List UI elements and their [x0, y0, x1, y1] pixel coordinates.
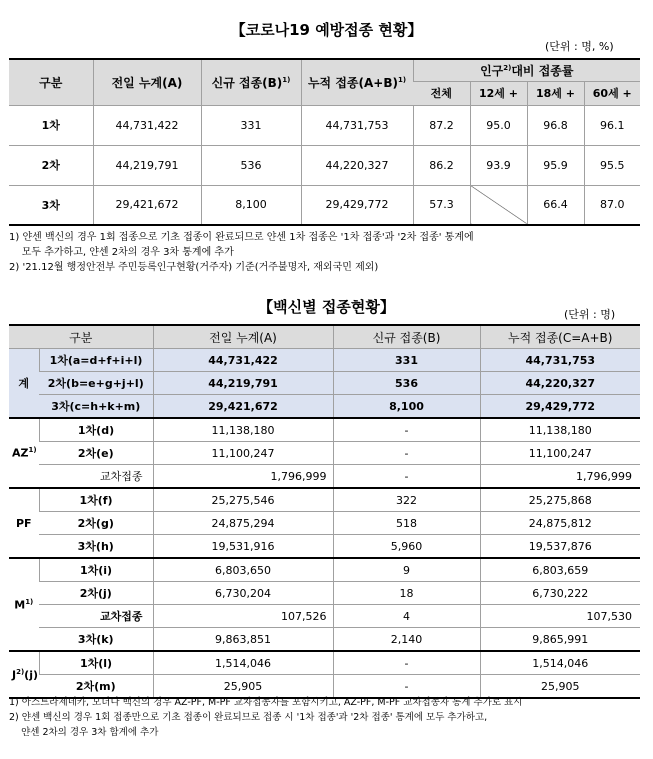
row-label: 3차(k)	[39, 628, 153, 652]
table-row	[9, 582, 640, 605]
header-pop-ratio: 인구$^{2)}$대비 접종률	[413, 59, 640, 81]
group-total-label: 계	[9, 349, 39, 419]
row-label: 2차(g)	[39, 512, 153, 535]
cell-cum: 25,905	[480, 675, 640, 699]
table-row	[9, 628, 640, 652]
table-row	[9, 465, 640, 489]
cell-total: 87.2	[413, 105, 470, 145]
cell-new: -	[333, 465, 480, 489]
table-row	[9, 512, 640, 535]
cell-age18: 66.4	[527, 185, 584, 225]
table-row	[9, 395, 640, 419]
table-row	[9, 488, 640, 512]
header-prev-total: 전일 누계(A)	[93, 59, 201, 105]
table-row	[9, 145, 640, 185]
cell-cum: 44,220,327	[480, 372, 640, 395]
cell-prev: 11,100,247	[153, 442, 333, 465]
row-label: 2차(e)	[39, 442, 153, 465]
section1-unit: (단위 : 명, %)	[545, 40, 614, 53]
cell-age12: 95.0	[470, 105, 527, 145]
cell-prev: 44,219,791	[93, 145, 201, 185]
cell-prev: 6,803,650	[153, 558, 333, 582]
cell-cum: 6,730,222	[480, 582, 640, 605]
cell-total: 86.2	[413, 145, 470, 185]
cell-new: -	[333, 651, 480, 675]
section1-notes	[9, 230, 474, 275]
row-label: 1차(d)	[39, 418, 153, 442]
section2-notes	[9, 695, 522, 740]
cell-prev: 9,863,851	[153, 628, 333, 652]
cell-cum: 24,875,812	[480, 512, 640, 535]
cell-age60: 96.1	[584, 105, 640, 145]
header-age12: 12세 +	[470, 81, 527, 105]
cell-age60: 95.5	[584, 145, 640, 185]
cell-new: 18	[333, 582, 480, 605]
cell-age18: 96.8	[527, 105, 584, 145]
cell-cum: 9,865,991	[480, 628, 640, 652]
row-label-cross: 교차접종	[39, 605, 153, 628]
row-label: 2차(j)	[39, 582, 153, 605]
header-category: 구분	[9, 59, 93, 105]
cell-cum: 29,429,772	[480, 395, 640, 419]
header-cumulative: 누적 접종$(A+B)^{1)}$	[301, 59, 413, 105]
group-m-label: $M^{1)}$	[9, 558, 39, 651]
cell-prev: 25,275,546	[153, 488, 333, 512]
table-row	[9, 605, 640, 628]
cell-new: 536	[201, 145, 301, 185]
header-prev: 전일 누계(A)	[153, 325, 333, 349]
cell-prev: 44,731,422	[153, 349, 333, 372]
header-category: 구분	[9, 325, 153, 349]
cell-new: 322	[333, 488, 480, 512]
header-age60: 60세 +	[584, 81, 640, 105]
cell-prev: 44,219,791	[153, 372, 333, 395]
cell-cum: 1,796,999	[480, 465, 640, 489]
cell-cum: 11,138,180	[480, 418, 640, 442]
cell-total: 57.3	[413, 185, 470, 225]
cell-cum: 11,100,247	[480, 442, 640, 465]
cell-new: 331	[201, 105, 301, 145]
table-row	[9, 105, 640, 145]
cell-age60: 87.0	[584, 185, 640, 225]
note-line: 모두 추가하고, 얀센 2차의 경우 3차 통계에 추가	[9, 247, 234, 258]
cell-prev: 1,796,999	[153, 465, 333, 489]
row-label: 1차(l)	[39, 651, 153, 675]
cell-new: 5,960	[333, 535, 480, 559]
note-line: 2) '21.12월 행정안전부 주민등록인구현황(거주자) 기준(거주불명자, 재외국민 제외)	[9, 262, 379, 273]
cell-prev: 6,730,204	[153, 582, 333, 605]
header-total-rate: 전체	[413, 81, 470, 105]
cell-new: 518	[333, 512, 480, 535]
cell-prev: 29,421,672	[153, 395, 333, 419]
cell-new: -	[333, 442, 480, 465]
cell-new: 536	[333, 372, 480, 395]
cell-new: -	[333, 675, 480, 699]
note-line: 1) 아스트라제네카, 모더나 백신의 경우 AZ-PF, M-PF 교차접종자를 포함시키고, AZ-PF, M-PF 교차접종자 통계 추가로 표시	[9, 697, 523, 708]
row-label: 3차(c=h+k+m)	[39, 395, 153, 419]
table-row	[9, 535, 640, 559]
group-az-label: AZ$^{1)}$	[9, 418, 39, 488]
cell-prev: 1,514,046	[153, 651, 333, 675]
table-row	[9, 185, 640, 225]
group-pf-label: PF	[9, 488, 39, 558]
cell-prev: 24,875,294	[153, 512, 333, 535]
table-row	[9, 372, 640, 395]
header-cum: 누적 접종(C=A+B)	[480, 325, 640, 349]
cell-cum: 19,537,876	[480, 535, 640, 559]
header-age18: 18세 +	[527, 81, 584, 105]
cell-age18: 95.9	[527, 145, 584, 185]
cell-cum: 44,731,753	[301, 105, 413, 145]
cell-new: 8,100	[201, 185, 301, 225]
cell-new: 8,100	[333, 395, 480, 419]
cell-new: 331	[333, 349, 480, 372]
cell-prev: 29,421,672	[93, 185, 201, 225]
header-new: 신규 접종$(B)^{1)}$	[201, 59, 301, 105]
row-label: 2차(m)	[39, 675, 153, 699]
cell-cum: 6,803,659	[480, 558, 640, 582]
row-label: 3차	[9, 185, 93, 225]
group-j-label: $J^{2)}(j)$	[9, 651, 39, 698]
cell-prev: 44,731,422	[93, 105, 201, 145]
cell-new: 4	[333, 605, 480, 628]
section2-unit: (단위 : 명)	[564, 308, 616, 321]
note-line: 2) 얀센 백신의 경우 1회 접종만으로 기초 접종이 완료되므로 접종 시 '1차 접종'과 '2차 접종' 통계에 모두 추가하고,	[9, 712, 488, 723]
vaccine-type-table	[9, 324, 640, 699]
cell-prev: 19,531,916	[153, 535, 333, 559]
note-line: 1) 얀센 백신의 경우 1회 접종으로 기초 접종이 완료되므로 얀센 1차 접종은 '1차 접종'과 '2차 접종' 통계에	[9, 232, 474, 243]
table-row	[9, 442, 640, 465]
table-row	[9, 651, 640, 675]
cell-new: 2,140	[333, 628, 480, 652]
cell-cum: 29,429,772	[301, 185, 413, 225]
row-label-cross: 교차접종	[39, 465, 153, 489]
cell-cum: 25,275,868	[480, 488, 640, 512]
cell-age12: 93.9	[470, 145, 527, 185]
row-label: 1차	[9, 105, 93, 145]
table-row	[9, 418, 640, 442]
note-line: 얀센 2차의 경우 3차 합계에 추가	[9, 727, 159, 738]
cell-cum: 44,220,327	[301, 145, 413, 185]
cell-prev: 11,138,180	[153, 418, 333, 442]
row-label: 3차(h)	[39, 535, 153, 559]
row-label: 2차(b=e+g+j+l)	[39, 372, 153, 395]
cell-cum: 1,514,046	[480, 651, 640, 675]
cell-new: -	[333, 418, 480, 442]
row-label: 1차(f)	[39, 488, 153, 512]
section2-title: 【백신별 접종현황】	[258, 298, 395, 316]
cell-prev: 25,905	[153, 675, 333, 699]
section1-title: 【코로나19 예방접종 현황】	[230, 21, 423, 39]
row-label: 1차(a=d+f+i+l)	[39, 349, 153, 372]
row-label: 2차	[9, 145, 93, 185]
cell-new: 9	[333, 558, 480, 582]
table-row	[9, 558, 640, 582]
row-label: 1차(i)	[39, 558, 153, 582]
header-new: 신규 접종(B)	[333, 325, 480, 349]
cell-prev: 107,526	[153, 605, 333, 628]
cell-cum: 44,731,753	[480, 349, 640, 372]
vaccination-status-table	[9, 58, 640, 226]
cell-cum: 107,530	[480, 605, 640, 628]
cell-age12-na	[470, 185, 527, 225]
table-row	[9, 349, 640, 372]
